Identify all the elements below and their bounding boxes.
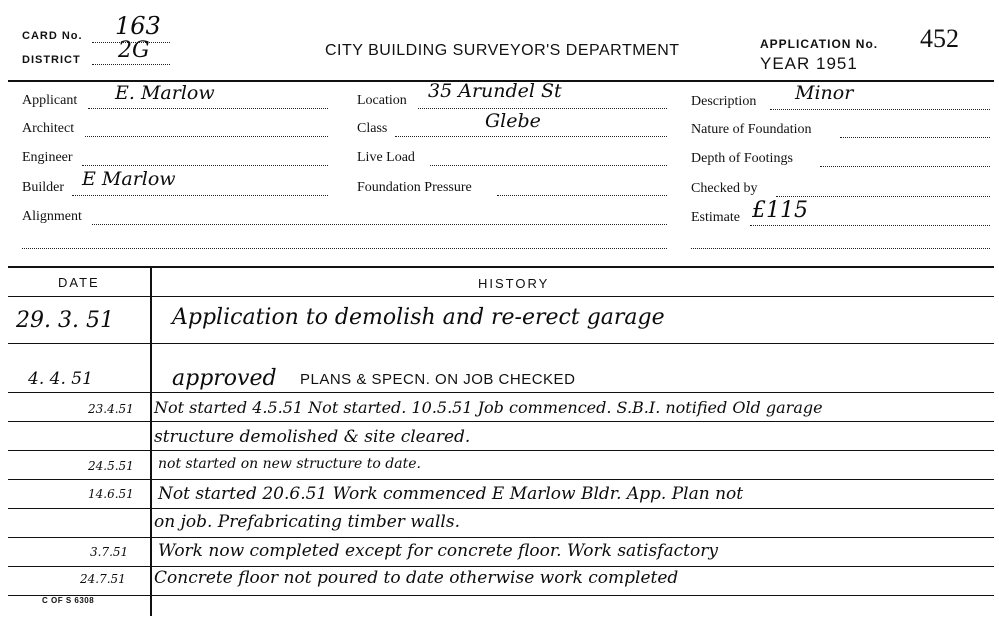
estimate-label: Estimate bbox=[691, 210, 740, 225]
history-entry: Concrete floor not poured to date otherwise work completed bbox=[154, 568, 679, 588]
application-label: APPLICATION No. bbox=[760, 37, 879, 51]
alignment-label: Alignment bbox=[22, 209, 82, 224]
history-date: 24.5.51 bbox=[88, 459, 134, 473]
date-column-divider bbox=[150, 266, 152, 616]
nature-of-foundation-label: Nature of Foundation bbox=[691, 122, 812, 137]
engineer-line bbox=[82, 165, 328, 166]
description-value: Minor bbox=[795, 82, 854, 104]
estimate-line bbox=[750, 225, 990, 226]
rule-line bbox=[8, 595, 994, 596]
rule-line bbox=[8, 537, 994, 538]
history-date: 4. 4. 51 bbox=[28, 369, 93, 389]
class-value: Glebe bbox=[485, 110, 541, 132]
history-entry: Not started 4.5.51 Not started. 10.5.51 Job commenced. S.B.I. notified Old garage bbox=[154, 398, 823, 417]
engineer-label: Engineer bbox=[22, 150, 73, 165]
blank-line-left bbox=[22, 248, 667, 249]
history-entry: structure demolished & site cleared. bbox=[154, 427, 471, 447]
builder-value: E Marlow bbox=[82, 168, 176, 190]
history-date: 23.4.51 bbox=[88, 402, 134, 416]
builder-line bbox=[72, 195, 328, 196]
rule-line bbox=[8, 343, 994, 344]
live-load-line bbox=[430, 165, 667, 166]
location-label: Location bbox=[357, 93, 407, 108]
district-label: DISTRICT bbox=[22, 54, 81, 66]
estimate-value: £115 bbox=[752, 198, 808, 223]
history-top-rule bbox=[8, 266, 994, 268]
architect-line bbox=[85, 136, 328, 137]
history-entry: Application to demolish and re-erect garage bbox=[172, 305, 665, 330]
foundation-pressure-label: Foundation Pressure bbox=[357, 180, 472, 195]
applicant-label: Applicant bbox=[22, 93, 78, 108]
class-line bbox=[395, 136, 667, 137]
history-entry: Not started 20.6.51 Work commenced E Marlow Bldr. App. Plan not bbox=[158, 484, 744, 504]
card-no-value: 163 bbox=[115, 12, 161, 40]
class-label: Class bbox=[357, 121, 388, 136]
history-column-header: HISTORY bbox=[478, 276, 550, 291]
rule-line bbox=[8, 450, 994, 451]
rule-line bbox=[8, 421, 994, 422]
card-label: CARD No. bbox=[22, 30, 83, 42]
foundation-pressure-line bbox=[497, 195, 667, 196]
stamped-text: PLANS & SPECN. ON JOB CHECKED bbox=[300, 371, 576, 388]
location-value: 35 Arundel St bbox=[428, 80, 562, 102]
description-label: Description bbox=[691, 94, 757, 109]
history-date: 3.7.51 bbox=[90, 545, 129, 559]
alignment-line bbox=[92, 224, 667, 225]
history-date: 14.6.51 bbox=[88, 487, 134, 501]
nature-line bbox=[840, 137, 990, 138]
district-value: 2G bbox=[118, 38, 150, 63]
date-column-header: DATE bbox=[58, 275, 100, 290]
department-title: CITY BUILDING SURVEYOR'S DEPARTMENT bbox=[325, 42, 680, 59]
district-line bbox=[92, 64, 170, 65]
history-header-rule bbox=[8, 296, 994, 297]
description-line bbox=[770, 109, 990, 110]
location-line bbox=[418, 108, 667, 109]
history-entry: approved bbox=[172, 366, 277, 391]
rule-line bbox=[8, 566, 994, 567]
applicant-value: E. Marlow bbox=[115, 82, 215, 104]
history-entry: on job. Prefabricating timber walls. bbox=[154, 512, 460, 532]
architect-label: Architect bbox=[22, 121, 75, 136]
depth-line bbox=[820, 166, 990, 167]
history-entry: not started on new structure to date. bbox=[158, 456, 421, 472]
rule-line bbox=[8, 392, 994, 393]
checked-by-label: Checked by bbox=[691, 181, 758, 196]
applicant-line bbox=[88, 108, 328, 109]
builder-label: Builder bbox=[22, 180, 64, 195]
history-date: 29. 3. 51 bbox=[16, 308, 114, 333]
history-entry: Work now completed except for concrete floor. Work satisfactory bbox=[158, 541, 718, 561]
rule-line bbox=[8, 508, 994, 509]
rule-line bbox=[8, 479, 994, 480]
blank-line-right bbox=[691, 248, 990, 249]
live-load-label: Live Load bbox=[357, 150, 415, 165]
year-label: YEAR 1951 bbox=[760, 54, 858, 73]
history-date: 24.7.51 bbox=[80, 572, 126, 586]
application-number: 452 bbox=[920, 24, 959, 53]
checked-line bbox=[776, 196, 990, 197]
form-code: C OF S 6308 bbox=[42, 596, 95, 605]
depth-of-footings-label: Depth of Footings bbox=[691, 151, 793, 166]
